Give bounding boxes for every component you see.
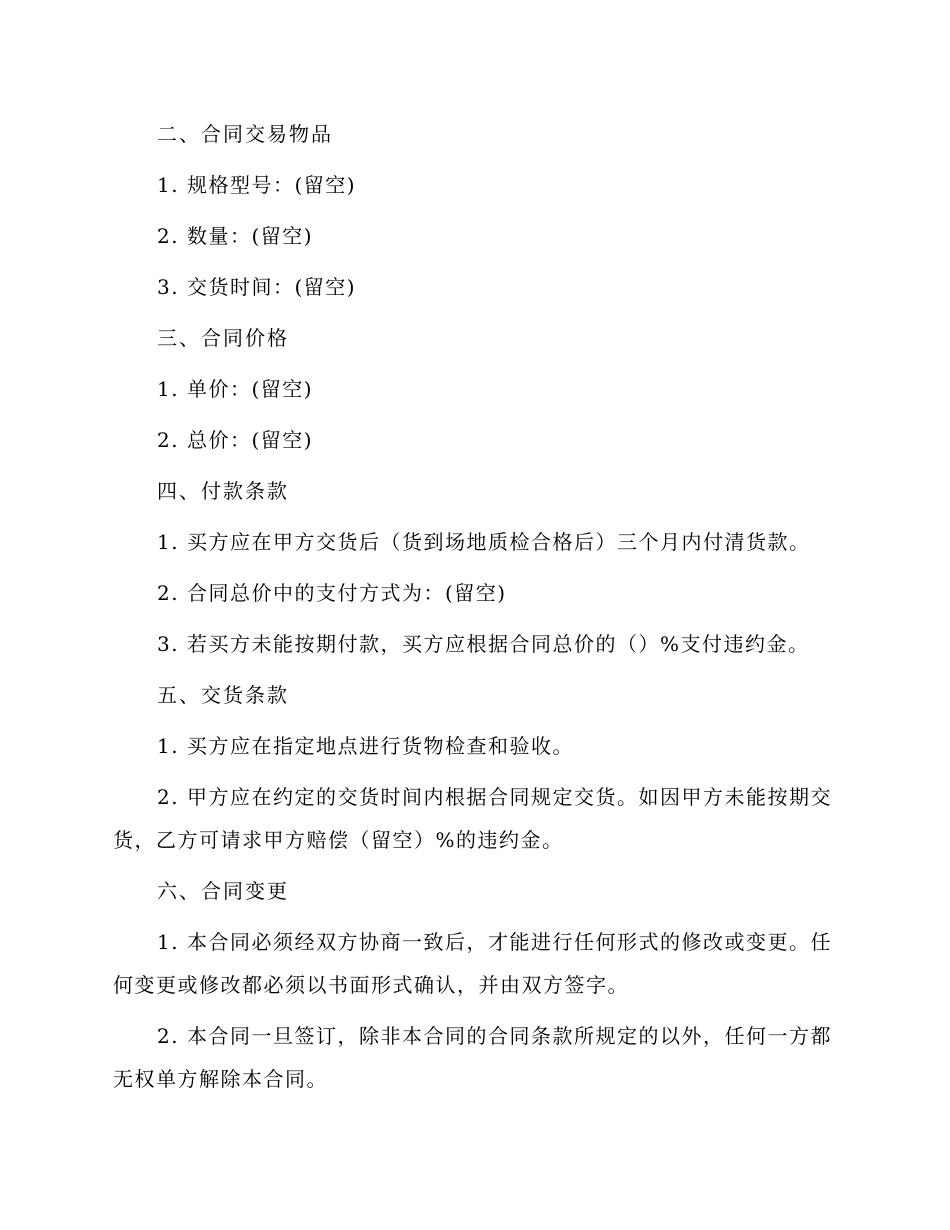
section-heading-changes: 六、合同变更 [157,879,289,903]
clause-modification: 1. 本合同必须经双方协商一致后，才能进行任何形式的修改或变更。任何变更或修改都必须以书面形式确认，并由双方签字。 [113,930,832,997]
clause-inspection: 1. 买方应在指定地点进行货物检查和验收。 [157,734,574,758]
section-heading-delivery: 五、交货条款 [157,683,289,707]
clause-payment-deadline: 1. 买方应在甲方交货后（货到场地质检合格后）三个月内付清货款。 [157,530,811,554]
clause-delivery-time: 3. 交货时间：(留空) [157,275,357,299]
clause-late-payment-penalty: 3. 若买方未能按期付款，买方应根据合同总价的（）%支付违约金。 [157,632,810,656]
section-heading-items: 二、合同交易物品 [157,122,333,146]
clause-payment-method: 2. 合同总价中的支付方式为：(留空) [157,581,507,605]
clause-unit-price: 1. 单价：(留空) [157,377,314,401]
section-heading-payment: 四、付款条款 [157,479,289,503]
clause-delivery-penalty: 2. 甲方应在约定的交货时间内根据合同规定交货。如因甲方未能按期交货，乙方可请求甲方赔偿（留空）%的违约金。 [113,785,832,852]
clause-spec-model: 1. 规格型号：(留空) [157,173,357,197]
section-heading-price: 三、合同价格 [157,326,289,350]
clause-quantity: 2. 数量：(留空) [157,224,314,248]
clause-termination: 2. 本合同一旦签订，除非本合同的合同条款所规定的以外，任何一方都无权单方解除本合同。 [113,1024,832,1091]
clause-total-price: 2. 总价：(留空) [157,428,314,452]
